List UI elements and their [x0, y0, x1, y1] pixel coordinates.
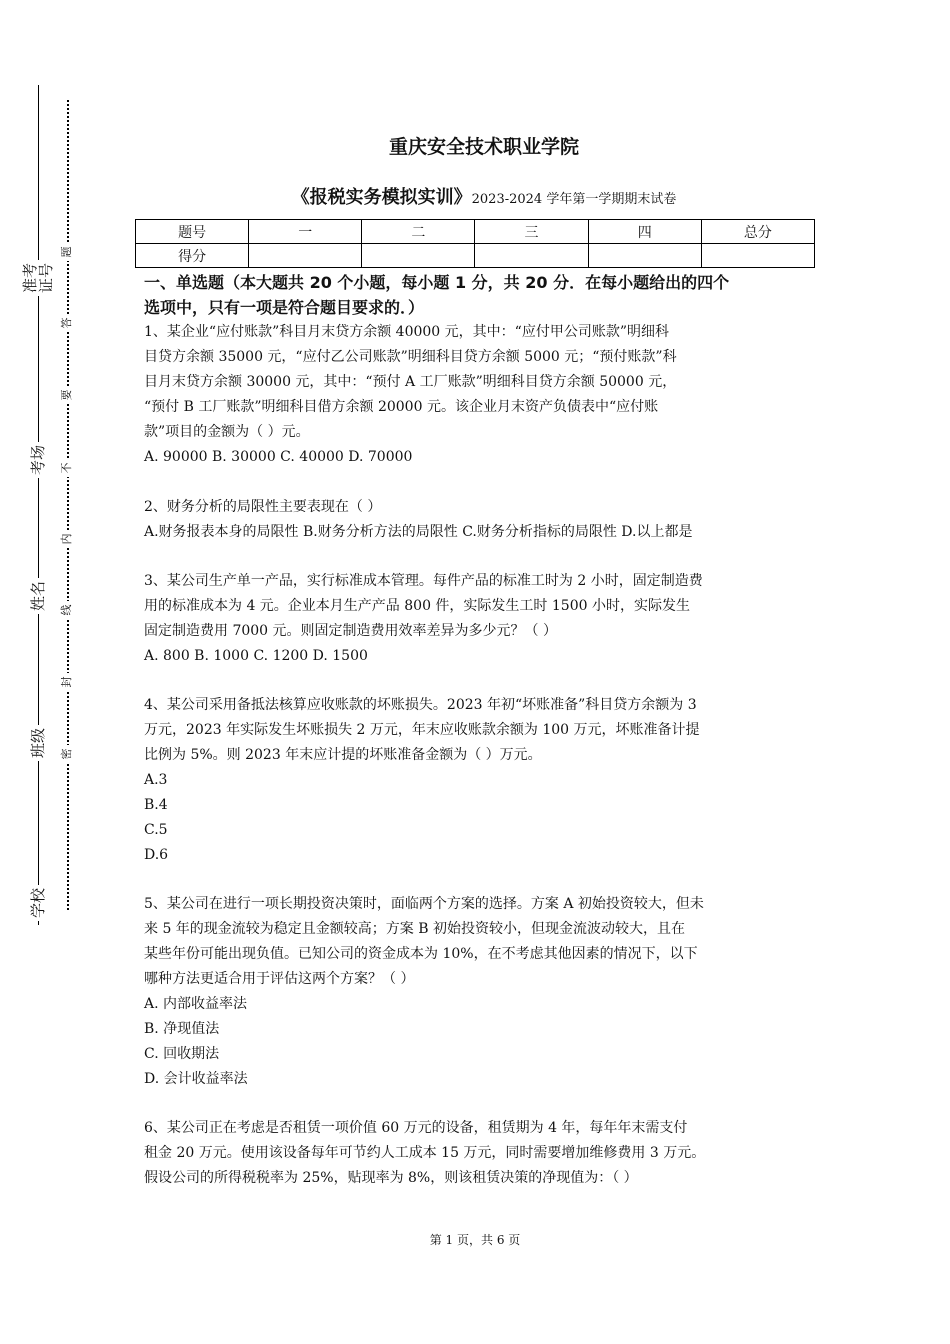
seal-char: 不 [61, 459, 73, 477]
score-table-header-row [136, 220, 815, 244]
question-option: B. 净现值法 [144, 1021, 220, 1037]
seal-char: 封 [61, 673, 73, 691]
binding-label-class: 班级 [30, 725, 46, 761]
question-1 [144, 320, 824, 470]
question-6 [144, 1116, 824, 1191]
question-option: C. 回收期法 [144, 1046, 220, 1062]
question-options: A. 90000 B. 30000 C. 40000 D. 70000 [144, 449, 413, 465]
question-option: D.6 [144, 847, 169, 863]
question-option: D. 会计收益率法 [144, 1071, 248, 1087]
question-line: 款”项目的金额为（ ）元。 [144, 424, 310, 440]
binding-label-name: 姓名 [30, 578, 46, 614]
question-line: 目月末贷方余额 30000 元，其中：“预付 A 工厂账款”明细科目贷方余额 50000 元， [144, 374, 677, 390]
question-option: B.4 [144, 797, 168, 813]
binding-label-exam-number: 准考证号 [22, 260, 54, 296]
question-line: 哪种方法更适合用于评估这两个方案？（ ） [144, 971, 415, 987]
score-cell [588, 244, 701, 268]
binding-solid-line [38, 85, 39, 925]
score-cell: 一 [249, 220, 362, 244]
question-line: 假设公司的所得税税率为 25%，贴现率为 8%，则该租赁决策的净现值为：（ ） [144, 1170, 638, 1186]
score-cell: 总分 [701, 220, 814, 244]
question-line: 1、某企业“应付账款”科目月末贷方余额 40000 元，其中：“应付甲公司账款”明细科 [144, 324, 669, 340]
score-cell: 二 [362, 220, 475, 244]
question-line: 比例为 5%。则 2023 年末应计提的坏账准备金额为（ ）万元。 [144, 747, 542, 763]
score-cell [249, 244, 362, 268]
question-options: A.财务报表本身的局限性 B.财务分析方法的局限性 C.财务分析指标的局限性 D.以上都是 [144, 524, 693, 540]
term-label: 2023-2024 学年第一学期期末试卷 [471, 192, 677, 207]
score-cell [701, 244, 814, 268]
seal-char: 内 [61, 530, 73, 548]
question-5 [144, 892, 824, 1092]
question-line: 目贷方余额 35000 元，“应付乙公司账款”明细科目贷方余额 5000 元；“预付账款”科 [144, 349, 677, 365]
school-name: 重庆安全技术职业学院 [388, 136, 579, 158]
binding-margin [0, 0, 90, 1344]
section-heading-line: 一、单选题（本大题共 20 个小题，每小题 1 分，共 20 分．在每小题给出的四个 [144, 273, 730, 292]
question-2 [144, 495, 824, 545]
question-line: 用的标准成本为 4 元。企业本月生产产品 800 件，实际发生工时 1500 小时，实际发生 [144, 598, 690, 614]
seal-char: 密 [61, 745, 73, 763]
question-option: A. 内部收益率法 [144, 996, 248, 1012]
question-3 [144, 569, 824, 669]
question-line: 万元，2023 年实际发生坏账损失 2 万元，年末应收账款余额为 100 万元，坏账准备计提 [144, 722, 700, 738]
binding-label-exam-room: 考场 [30, 442, 46, 478]
question-line: 6、某公司正在考虑是否租赁一项价值 60 万元的设备，租赁期为 4 年，每年年末需支付 [144, 1120, 688, 1136]
question-option: C.5 [144, 822, 168, 838]
question-line: 4、某公司采用备抵法核算应收账款的坏账损失。2023 年初“坏账准备”科目贷方余额为 3 [144, 697, 697, 713]
question-line: 租金 20 万元。使用该设备每年可节约人工成本 15 万元，同时需要增加维修费用 3 万元。 [144, 1145, 706, 1161]
question-line: 来 5 年的现金流较为稳定且金额较高；方案 B 初始投资较小，但现金流波动较大，且在 [144, 921, 685, 937]
question-line: “预付 B 工厂账款”明细科目借方余额 20000 元。该企业月末资产负债表中“应付账 [144, 399, 659, 415]
section-heading [144, 270, 824, 320]
question-line: 某些年份可能出现负值。已知公司的资金成本为 10%，在不考虑其他因素的情况下，以下 [144, 946, 698, 962]
score-table [135, 219, 815, 268]
score-cell: 得分 [136, 244, 249, 268]
question-line: 5、某公司在进行一项长期投资决策时，面临两个方案的选择。方案 A 初始投资较大，但未 [144, 896, 704, 912]
score-cell [362, 244, 475, 268]
score-table-score-row [136, 244, 815, 268]
binding-label-school: 学校 [30, 885, 46, 921]
question-4 [144, 693, 824, 868]
score-cell [475, 244, 588, 268]
seal-char: 题 [61, 243, 73, 261]
section-heading-line: 选项中，只有一项是符合题目要求的．） [144, 298, 425, 317]
exam-title [144, 183, 824, 209]
score-cell: 题号 [136, 220, 249, 244]
question-line: 固定制造费用 7000 元。则固定制造费用效率差异为多少元？（ ） [144, 623, 557, 639]
course-name: 《报税实务模拟实训》 [291, 187, 472, 208]
question-options: A. 800 B. 1000 C. 1200 D. 1500 [144, 648, 368, 664]
question-line: 3、某公司生产单一产品，实行标准成本管理。每件产品的标准工时为 2 小时，固定制造费 [144, 573, 703, 589]
question-line: 2、财务分析的局限性主要表现在（ ） [144, 499, 382, 515]
score-cell: 三 [475, 220, 588, 244]
binding-dotted-line [67, 100, 69, 910]
score-cell: 四 [588, 220, 701, 244]
page-footer: 第 1 页，共 6 页 [429, 1233, 521, 1247]
seal-char: 答 [61, 314, 73, 332]
question-option: A.3 [144, 772, 168, 788]
seal-char: 要 [61, 386, 73, 404]
seal-char: 线 [61, 601, 73, 619]
